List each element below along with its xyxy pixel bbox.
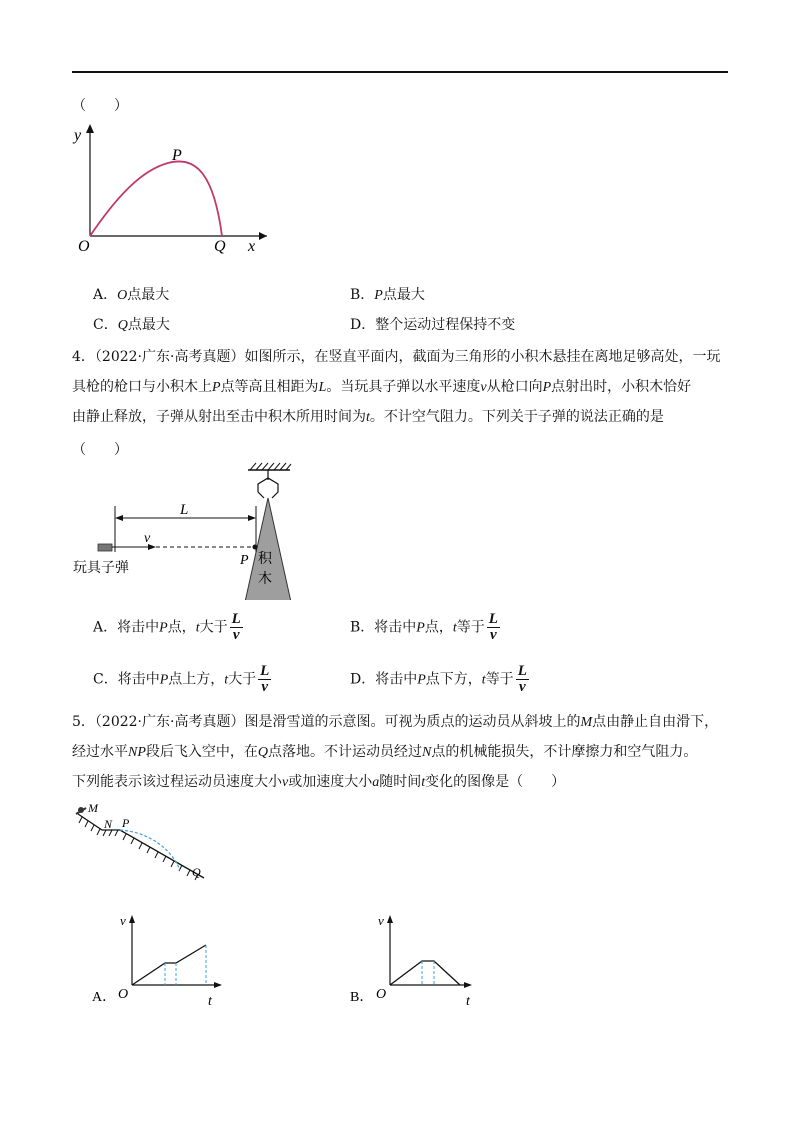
q4-answer-bracket: （ ） (72, 442, 128, 458)
q5-stem-line1: 5．（2022·广东·高考真题）图是滑雪道的示意图。可视为质点的运动员从斜坡上的M点由静止自由滑下， (72, 714, 719, 730)
graph-b-y-label: v (378, 913, 384, 928)
header-rule (72, 71, 728, 73)
q3-trajectory-graph (72, 118, 272, 258)
peak-label: P (172, 147, 182, 164)
fraction-l-over-v: $\frac{L}{v}$ (260, 663, 270, 695)
flight-path (120, 830, 180, 870)
point-n-label: N (104, 817, 113, 831)
q4-stem-line2: 具枪的枪口与小积木上P点等高且相距为L。当玩具子弹以水平速度v从枪口向P点射出时，小积木恰好 (72, 379, 692, 395)
q4-option-c: C．将击中P点上方，t大于 $\frac{L}{v}$ (93, 663, 270, 695)
block-label-1: 积 (258, 552, 272, 567)
graph-b-curve (390, 961, 460, 985)
fraction-l-over-v: $\frac{L}{v}$ (517, 663, 527, 695)
y-axis-label: y (74, 127, 82, 144)
graph-b-x-arrow-icon (464, 982, 472, 988)
q3-option-c: C．Q点最大 (93, 317, 170, 333)
q4-option-a: A．将击中P点，t大于 $\frac{L}{v}$ (93, 611, 241, 643)
graph-b (330, 905, 510, 1015)
point-q-label: Q (192, 865, 201, 879)
graph-a-x-arrow-icon (214, 982, 222, 988)
graph-a-curve (132, 945, 206, 985)
q3-option-d: D．整个运动过程保持不变 (350, 317, 516, 333)
trajectory-curve (90, 161, 222, 236)
point-p-label: P (240, 553, 249, 568)
point-p (253, 545, 258, 550)
graph-a-letter: A． (92, 990, 117, 1005)
fraction-l-over-v: $\frac{L}{v}$ (488, 611, 498, 643)
dimension-arrow-right-icon (248, 515, 256, 521)
fraction-l-over-v: $\frac{L}{v}$ (231, 611, 241, 643)
q4-stem-line3: 由静止释放，子弹从射出至击中积木所用时间为t。不计空气阻力。下列关于子弹的说法正确的是 (72, 409, 664, 425)
graph-a (72, 905, 252, 1015)
graph-a-origin-label: O (118, 987, 129, 1002)
graph-a-y-label: v (120, 913, 126, 928)
q4-option-d: D．将击中P点下方，t等于 $\frac{L}{v}$ (350, 663, 527, 695)
graph-a-x-label: t (208, 994, 212, 1009)
q3-option-b: B．P点最大 (350, 287, 425, 303)
graph-b-y-arrow-icon (387, 915, 393, 923)
graph-b-x-label: t (466, 994, 470, 1009)
ceiling-hatch (250, 463, 291, 470)
x-axis-label: x (248, 238, 256, 255)
point-m-label: M (88, 801, 98, 815)
q3-option-a: A．O点最大 (93, 287, 170, 303)
velocity-label: v (144, 531, 151, 546)
dimension-arrow-left-icon (115, 515, 123, 521)
origin-label: O (78, 238, 90, 255)
q4-stem-line1: 4．（2022·广东·高考真题）如图所示，在竖直平面内，截面为三角形的小积木悬挂在离地足够高处，一玩 (72, 349, 721, 365)
distance-label: L (180, 502, 189, 518)
graph-a-y-arrow-icon (129, 915, 135, 923)
x-axis-arrow-icon (259, 232, 267, 240)
graph-b-origin-label: O (376, 987, 387, 1002)
block-label-2: 木 (258, 572, 272, 587)
q5-stem-line2: 经过水平NP段后飞入空中，在Q点落地。不计运动员经过N点的机械能损失，不计摩擦力和空气阻力。 (72, 744, 698, 760)
clamp-icon (258, 478, 278, 498)
q4-option-b: B．将击中P点，t等于 $\frac{L}{v}$ (350, 611, 498, 643)
toy-bullet-label: 玩具子弹 (73, 561, 129, 576)
q4-figure (72, 462, 312, 600)
point-p-label: P (122, 816, 130, 830)
q5-stem-line3: 下列能表示该过程运动员速度大小v或加速度大小a随时间t变化的图像是（ ） (72, 774, 566, 790)
toy-gun-icon (98, 544, 112, 551)
end-label: Q (214, 238, 226, 255)
graph-b-letter: B． (350, 990, 374, 1005)
q3-answer-bracket: （ ） (72, 98, 128, 114)
y-axis-arrow-icon (86, 124, 94, 133)
ski-slope-figure (72, 800, 222, 895)
